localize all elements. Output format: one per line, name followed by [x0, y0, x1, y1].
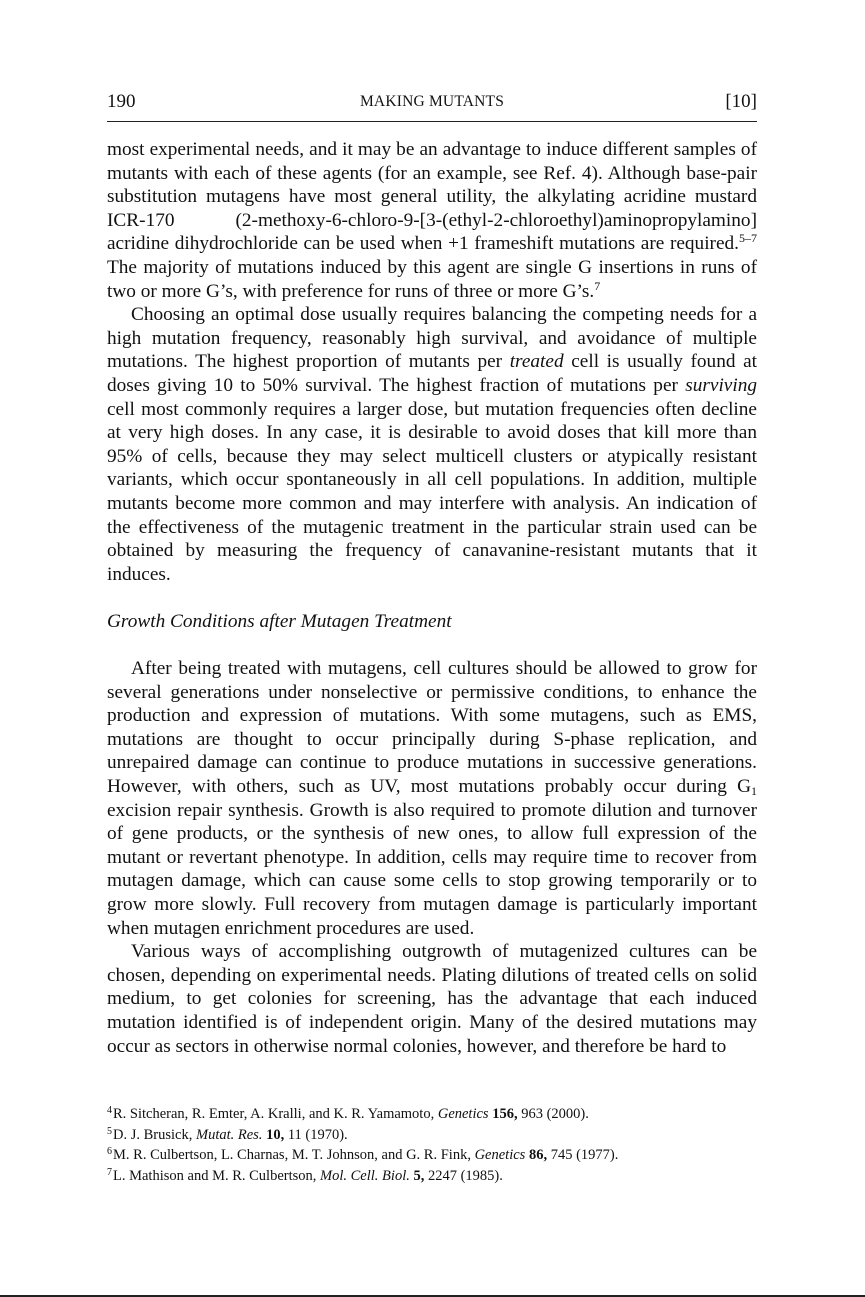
body-text: [107, 138, 757, 1058]
text-run: After being treated with mutagens, cell cultures should be allowed to grow for several generations under nonselective or permissive conditions, to enhance the production and expression of mutations. With some mutagens, such as EMS, mutations are thought to occur principally during S-phase replication, and unrepaired damage can continue to produce mutations in successive generations. However, with others, such as UV, most mutations probably occur during G: [107, 658, 757, 798]
paragraph-p4: [107, 940, 757, 1058]
italic-run: treated: [509, 351, 564, 373]
bold-run: 10,: [266, 1126, 285, 1143]
text-run: cell most commonly requires a larger dose, but mutation frequencies often decline at very high doses. In any case, it is desirable to avoid doses that kill more than 95% of cells, because they may select multicell clusters or atypically resistant variants, which occur spontaneously in all cell populations. In addition, multiple mutants become more common and may interfere with analysis. An indication of the effectiveness of the mutagenic treatment in the particular strain used can be obtained by measuring the frequency of canavanine-resistant mutants that it induces.: [107, 398, 757, 585]
running-head: [107, 90, 757, 114]
page-number: 190: [107, 91, 136, 112]
footnote-number: 6: [107, 1146, 112, 1158]
italic-run: surviving: [685, 374, 757, 396]
italic-run: Mutat. Res.: [195, 1126, 263, 1143]
text-run: Various ways of accomplishing outgrowth of mutagenized cultures can be chosen, depending on experimental needs. Plating dilutions of treated cells on solid medium, to get colonies for screening, has the advantage that each induced mutation identified is of independent origin. Many of the desired mutations may occur as sectors in otherwise normal colonies, however, and therefore be hard to: [107, 941, 757, 1057]
bold-run: 5,: [413, 1168, 425, 1185]
paragraph-p3: [107, 657, 757, 940]
text-run: The majority of mutations induced by this agent are single G insertions in runs of two or more G’s, with preference for runs of three or more G’s.: [107, 256, 757, 302]
intro-paragraphs: [107, 138, 757, 586]
footnote-4: [107, 1104, 757, 1125]
paragraph-p1: [107, 138, 757, 303]
text-run: most experimental needs, and it may be an advantage to induce different samples of mutants with each of these agents (for an example, see Ref. 4). Although base-pair substitution mutagens have most general utility, the alkylating acridine mustard ICR-170 (2-methoxy-6-chloro-9-[3-(ethyl-2-chloroethyl)aminopropylamino] acridine dihydrochloride can be used when +1 frameshift mutations are required.: [107, 139, 757, 255]
header-rule: [107, 121, 757, 122]
bold-run: 86,: [528, 1147, 548, 1164]
bold-run: 156,: [492, 1106, 518, 1122]
italic-run: Genetics: [474, 1147, 526, 1164]
footnote-6: [107, 1145, 757, 1166]
text-run: R. Sitcheran, R. Emter, A. Kralli, and K. R. Yamamoto,: [113, 1106, 438, 1122]
footnote-number: 4: [107, 1105, 112, 1116]
italic-run: Mol. Cell. Biol.: [320, 1168, 410, 1185]
text-run: 963 (2000).: [517, 1106, 589, 1122]
section-paragraphs: [107, 657, 757, 1058]
chapter-title: MAKING MUTANTS: [359, 93, 505, 110]
text-run: 11 (1970).: [284, 1126, 348, 1143]
italic-run: Genetics: [437, 1106, 489, 1122]
text-run: cell is usually found at doses giving 10 to 50% survival. The highest fraction of mutations per: [107, 351, 758, 396]
section-number: [10]: [725, 91, 757, 112]
text-run: L. Mathison and M. R. Culbertson,: [113, 1168, 321, 1185]
paragraph-p2: [107, 303, 757, 586]
footnotes: [107, 1104, 757, 1187]
text-run: excision repair synthesis. Growth is also required to promote dilution and turnover of gene products, or the synthesis of new ones, to allow full expression of the mutant or revertant phenotype. In addition, cells may require time to recover from mutagen damage, which can cause some cells to stop growing temporarily or to grow more slowly. Full recovery from mutagen damage is particularly important when mutagen enrichment procedures are used.: [107, 799, 757, 939]
section-heading: Growth Conditions after Mutagen Treatment: [107, 610, 452, 632]
text-run: Choosing an optimal dose usually requires balancing the competing needs for a high mutation frequency, reasonably high survival, and avoidance of multiple mutations. The highest proportion of mutants per: [107, 304, 757, 373]
text-run: M. R. Culbertson, L. Charnas, M. T. Johnson, and G. R. Fink,: [113, 1147, 475, 1164]
footnote-number: 5: [107, 1125, 112, 1137]
footnote-7: [107, 1166, 757, 1187]
text-run: 2247 (1985).: [424, 1168, 503, 1185]
footnote-number: 7: [107, 1167, 112, 1179]
text-run: 745 (1977).: [547, 1147, 619, 1164]
subscript: 1: [751, 784, 757, 799]
reference-superscript: 7: [594, 278, 601, 293]
footnote-5: [107, 1125, 757, 1146]
text-run: D. J. Brusick,: [113, 1126, 196, 1143]
reference-superscript: 5–7: [739, 231, 757, 246]
